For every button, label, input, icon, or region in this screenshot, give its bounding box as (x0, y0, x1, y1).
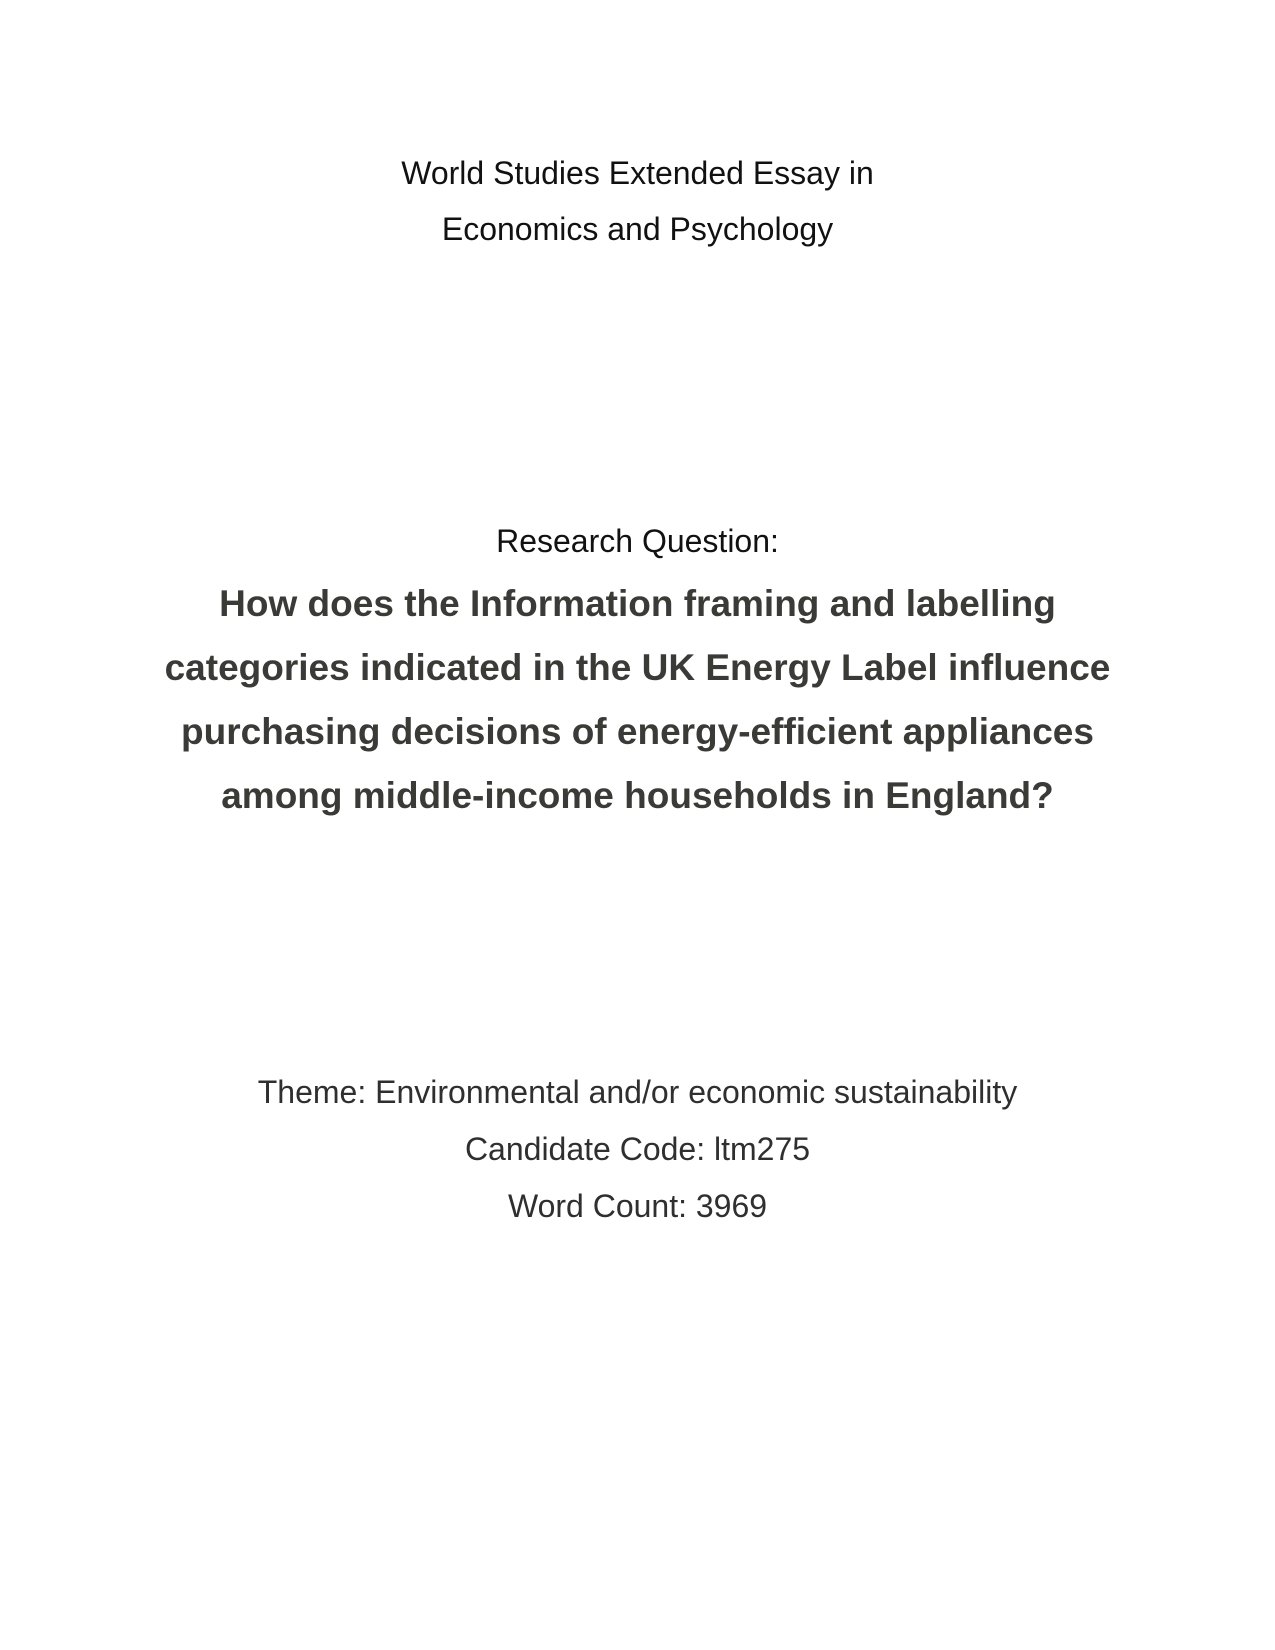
subject-line-1: World Studies Extended Essay in (401, 155, 874, 191)
research-question-text (120, 572, 1155, 828)
research-question-line-3: purchasing decisions of energy-efficient appliances (181, 711, 1094, 752)
research-question-line-4: among middle-income households in England? (221, 775, 1054, 816)
word-count: Word Count: 3969 (507, 1188, 768, 1224)
research-question-line-1: How does the Information framing and labelling (219, 583, 1056, 624)
essay-metadata (0, 1064, 1275, 1235)
candidate-code: Candidate Code: ltm275 (464, 1131, 811, 1167)
research-question-label: Research Question: (496, 523, 779, 559)
subject-line-2: Economics and Psychology (441, 211, 834, 247)
theme-text: Theme: Environmental and/or economic sustainability (257, 1074, 1018, 1110)
essay-subject-header (0, 145, 1275, 257)
research-question-line-2: categories indicated in the UK Energy Label influence (164, 647, 1111, 688)
